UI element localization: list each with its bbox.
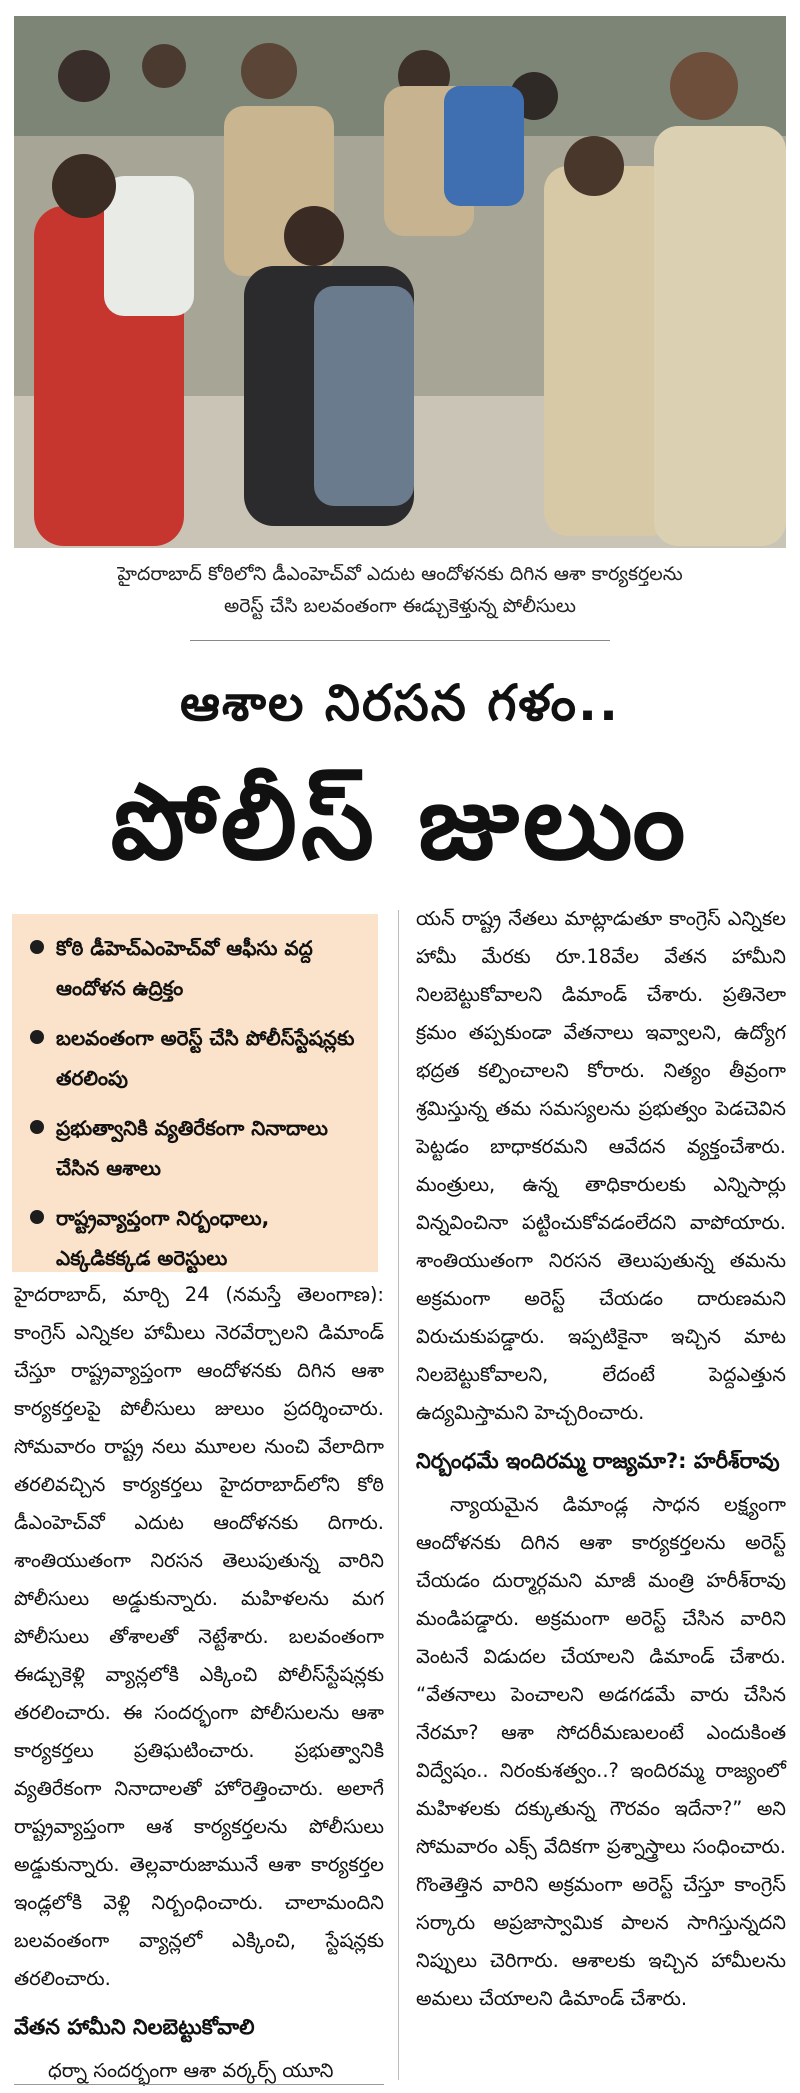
article-column-left [14, 1276, 384, 2090]
caption-line-1: హైదరాబాద్ కోఠిలోని డీఎంహెచ్‌వో ఎదుట ఆందోళనకు దిగిన ఆశా కార్యకర్తలను [117, 563, 683, 585]
bullet-icon [30, 1120, 44, 1134]
photo-caption [20, 558, 780, 622]
bottom-rule [14, 2084, 384, 2085]
headline-kicker: ఆశాల నిరసన గళం.. [180, 674, 620, 732]
highlight-text: బలవంతంగా అరెస్ట్ చేసి పోలీస్‌స్టేషన్లకు తరలింపు [56, 1026, 355, 1090]
article-paragraph: ధర్నా సందర్భంగా ఆశా వర్కర్స్ యూని [48, 2059, 334, 2082]
article-paragraph: హైదరాబాద్, మార్చి 24 (నమస్తే తెలంగాణ): కాంగ్రెస్ ఎన్నికల హామీలు నెరవేర్చాలని డిమాండ్ చేస్తూ రాష్ట్రవ్యాప్తంగా ఆందోళనకు దిగిన ఆశా కార్యకర్తలపై పోలీసులు జులుం ప్రదర్శించారు. సోమవారం రాష్ట్ర నలు మూలల నుంచి వేలాదిగా తరలివచ్చిన కార్యకర్తలు హైదరాబాద్‌లోని కోఠి డీఎంహెచ్‌వో ఎదుట ఆందోళనకు దిగారు. శాంతియుతంగా నిరసన తెలుపుతున్న వారిని పోలీసులు అడ్డుకున్నారు. మహిళలను మగ పోలీసులు తోశాలతో నెట్టేశారు. బలవంతంగా ఈడ్చుకెళ్లి వ్యాన్లలోకి ఎక్కించి పోలీస్‌స్టేషన్లకు తరలించారు. ఈ సందర్భంగా పోలీసులను ఆశా కార్యకర్తలు ప్రతిఘటించారు. ప్రభుత్వానికి వ్యతిరేకంగా నినాదాలతో హోరెత్తించారు. అలాగే రాష్ట్రవ్యాప్తంగా ఆశ కార్యకర్తలను పోలీసులు అడ్డుకున్నారు. తెల్లవారుజామునే ఆశా కార్యకర్తల ఇండ్లలోకి వెళ్లి నిర్బంధించారు. చాలామందిని బలవంతంగా వ్యాన్లలో ఎక్కించి, స్టేషన్లకు తరలించారు. [14, 1283, 384, 1990]
bullet-icon [30, 940, 44, 954]
caption-divider [190, 640, 610, 641]
article-subhead: వేతన హామీని నిలబెట్టుకోవాలి [14, 2015, 255, 2039]
highlight-item [30, 1108, 368, 1188]
highlight-text: ప్రభుత్వానికి వ్యతిరేకంగా నినాదాలు చేసిన ఆశాలు [56, 1116, 328, 1180]
bullet-icon [30, 1030, 44, 1044]
protest-photo-icon [14, 16, 786, 548]
headline-title: పోలీస్ జులుం [110, 761, 690, 883]
article-paragraph: యన్ రాష్ట్ర నేతలు మాట్లాడుతూ కాంగ్రెస్ ఎన్నికల హామీ మేరకు రూ.18వేల వేతన హామీని నిలబెట్టుకోవాలని డిమాండ్ చేశారు. ప్రతినెలా క్రమం తప్పకుండా వేతనాలు ఇవ్వాలని, ఉద్యోగ భద్రత కల్పించాలని కోరారు. నిత్యం తీవ్రంగా శ్రమిస్తున్న తమ సమస్యలను ప్రభుత్వం పెడచెవిన పెట్టడం బాధాకరమని ఆవేదన వ్యక్తంచేశారు. మంత్రులు, ఉన్న తాధికారులకు ఎన్నిసార్లు విన్నవించినా పట్టించుకోవడంలేదని వాపోయారు. శాంతియుతంగా నిరసన తెలుపుతున్న తమను అక్రమంగా అరెస్ట్ చేయడం దారుణమని విరుచుకుపడ్డారు. ఇప్పటికైనా ఇచ్చిన మాట నిలబెట్టుకోవాలని, లేదంటే పెద్దఎత్తున ఉద్యమిస్తామని హెచ్చరించారు. [416, 907, 786, 1424]
article-subhead: నిర్బంధమే ఇందిరమ్మ రాజ్యమా?: హరీశ్‌రావు [416, 1449, 780, 1473]
highlight-item [30, 1198, 368, 1278]
article-paragraph: న్యాయమైన డిమాండ్ల సాధన లక్ష్యంగా ఆందోళనకు దిగిన ఆశా కార్యకర్తలను అరెస్ట్ చేయడం దుర్మార్గమని మాజీ మంత్రి హరీశ్‌రావు మండిపడ్డారు. అక్రమంగా అరెస్ట్ చేసిన వారిని వెంటనే విడుదల చేయాలని డిమాండ్ చేశారు. “వేతనాలు పెంచాలని అడగడమే వారు చేసిన నేరమా? ఆశా సోదరీమణులంటే ఎందుకింత విద్వేషం.. నిరంకుశత్వం..? ఇందిరమ్మ రాజ్యంలో మహిళలకు దక్కుతున్న గౌరవం ఇదేనా?” అని సోమవారం ఎక్స్ వేదికగా ప్రశ్నాస్త్రాలు సంధించారు. గొంతెత్తిన వారిని అక్రమంగా అరెస్ట్ చేస్తూ కాంగ్రెస్ సర్కారు అప్రజాస్వామిక పాలన సాగిస్తున్నదని నిప్పులు చెరిగారు. ఆశాలకు ఇచ్చిన హామీలను అమలు చేయాలని డిమాండ్ చేశారు. [416, 1493, 786, 2010]
highlights-box [12, 914, 378, 1272]
article-column-right [416, 900, 786, 2018]
highlight-text: కోఠి డీహెచ్‌ఎంహెచ్‌వో ఆఫీసు వద్ద ఆందోళన ఉద్రిక్తం [56, 936, 313, 1000]
caption-line-2: అరెస్ట్ చేసి బలవంతంగా ఈడ్చుకెళ్తున్న పోలీసులు [224, 595, 576, 617]
news-photo [14, 16, 786, 548]
bullet-icon [30, 1210, 44, 1224]
highlight-item [30, 928, 368, 1008]
highlight-text: రాష్ట్రవ్యాప్తంగా నిర్బంధాలు, ఎక్కడికక్కడ అరెస్టులు [56, 1206, 270, 1270]
highlight-item [30, 1018, 368, 1098]
column-divider [398, 910, 399, 2080]
